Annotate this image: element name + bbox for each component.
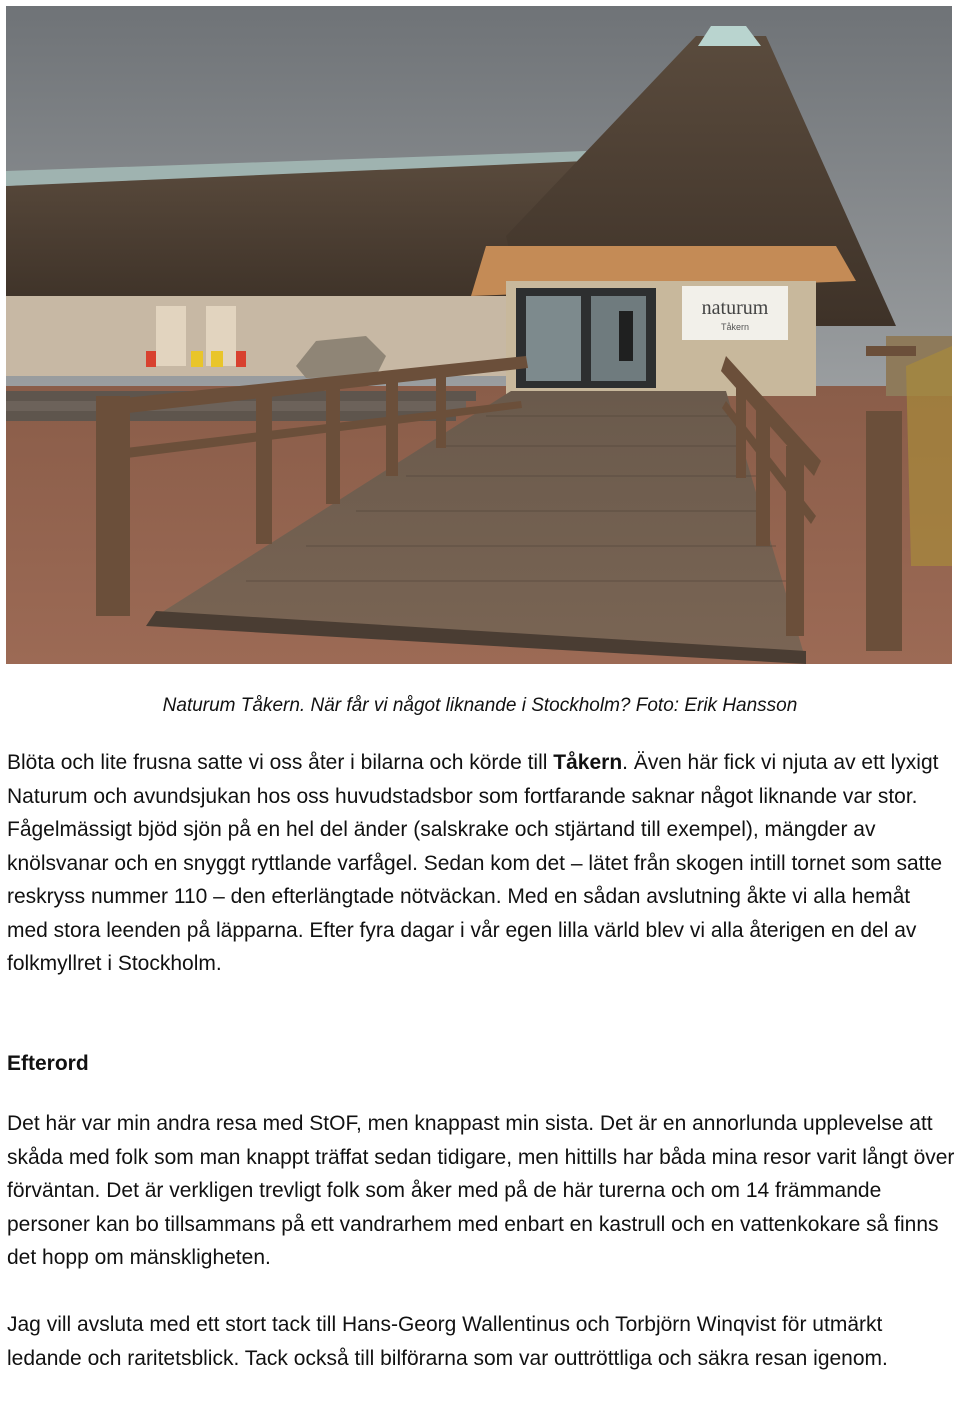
paragraph-takern-part1: Blöta och lite frusna satte vi oss åter i bilarna och körde till (7, 751, 554, 774)
paragraph-thanks: Jag vill avsluta med ett stort tack till Hans-Georg Wallentinus och Torbjörn Winqvist för utmärkt ledande och raritetsblick. Tack också till bilförarna som var outtröttliga och säkra resan igenom. (7, 1313, 888, 1370)
naturum-sign-subtext: Tåkern (720, 322, 750, 332)
paragraph-takern (7, 746, 955, 981)
section-heading-efterord: Efterord (7, 1052, 89, 1075)
photo-caption: Naturum Tåkern. När får vi något liknande i Stockholm? Foto: Erik Hansson (162, 695, 798, 716)
naturum-sign-text: naturum (701, 297, 769, 319)
building-photo (6, 6, 952, 664)
paragraph-takern-part2: . Även här fick vi njuta av ett lyxigt Naturum och avundsjukan hos oss huvudstadsbor som fortfarande saknar något liknande var stor. Fågelmässigt bjöd sjön på en hel del änder (salskrake och stjärtand till exempel), mängder av knölsvanar och en snyggt ryttlande varfågel. Sedan kom det – lätet från skogen intill tornet som satte reskryss nummer 110 – den efterlängtade nötväckan. Med en sådan avslutning åkte vi alla hemåt med stora leenden på läpparna. Efter fyra dagar i vår egen lilla värld blev vi alla återigen en del av folkmyllret i Stockholm. (7, 751, 943, 975)
paragraph-takern-bold: Tåkern (553, 751, 623, 774)
photo-naturum-takern (6, 6, 952, 664)
paragraph-efterord: Det här var min andra resa med StOF, men knappast min sista. Det är en annorlunda upplevelse att skåda med folk som man knappt träffat sedan tidigare, men hittills har båda mina resor varit långt över förväntan. Det är verkligen trevligt folk som åker med på de här turerna och om 14 främmande personer kan bo tillsammans på ett vandrarhem med enbart en kastrull och en vattenkokare så finns det hopp om mänskligheten. (7, 1112, 955, 1269)
